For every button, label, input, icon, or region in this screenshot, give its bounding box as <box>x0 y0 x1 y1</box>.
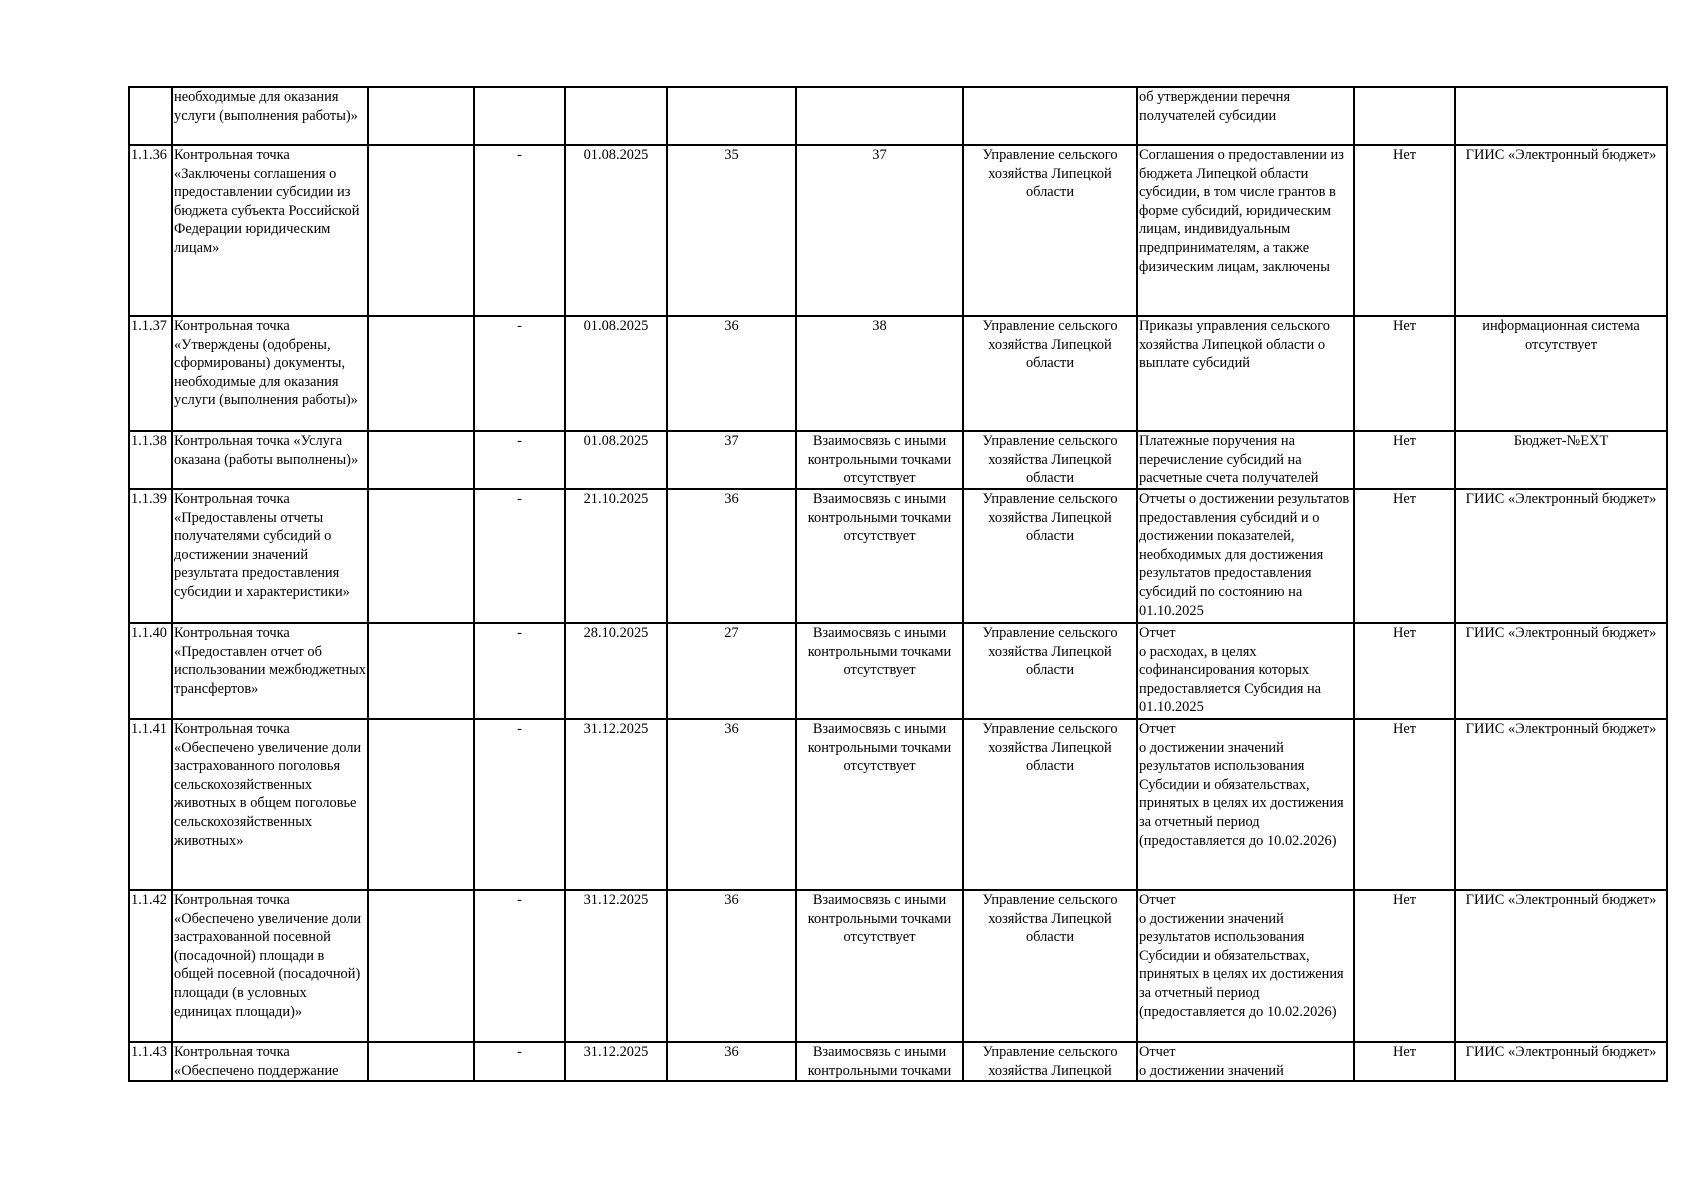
empty-cell <box>368 623 474 719</box>
table-row <box>129 489 1667 623</box>
responsible-cell: Управление сельского хозяйства Липецкой области <box>963 431 1137 489</box>
link-cell: Взаимосвязь с иными контрольными точками отсутствует <box>796 431 963 489</box>
table-row <box>129 431 1667 489</box>
empty-cell <box>368 87 474 145</box>
days-cell: 35 <box>667 145 796 316</box>
flag-cell <box>1354 87 1455 145</box>
date-cell: 31.12.2025 <box>565 1042 667 1081</box>
table-row <box>129 316 1667 431</box>
link-cell: Взаимосвязь с иными контрольными точками <box>796 1042 963 1081</box>
link-cell <box>796 87 963 145</box>
empty-cell <box>368 890 474 1042</box>
date-cell: 21.10.2025 <box>565 489 667 623</box>
flag-cell: Нет <box>1354 431 1455 489</box>
control-point-name: Контрольная точка «Утверждены (одобрены, сформированы) документы, необходимые для оказания услуги (выполнения работы)» <box>172 316 368 431</box>
flag-cell: Нет <box>1354 890 1455 1042</box>
date-cell: 01.08.2025 <box>565 145 667 316</box>
flag-cell: Нет <box>1354 489 1455 623</box>
row-number: 1.1.38 <box>129 431 172 489</box>
dash-cell: - <box>474 316 565 431</box>
dash-cell: - <box>474 890 565 1042</box>
row-number <box>129 87 172 145</box>
row-number: 1.1.40 <box>129 623 172 719</box>
responsible-cell: Управление сельского хозяйства Липецкой области <box>963 145 1137 316</box>
days-cell: 36 <box>667 719 796 890</box>
empty-cell <box>368 316 474 431</box>
table-row <box>129 145 1667 316</box>
document-cell: Отчет о расходах, в целях софинансирования которых предоставляется Субсидия на 01.10.2025 <box>1137 623 1354 719</box>
empty-cell <box>368 1042 474 1081</box>
control-point-name: Контрольная точка «Обеспечено увеличение доли застрахованной посевной (посадочной) площади в общей посевной (посадочной) площади (в условных единицах площади)» <box>172 890 368 1042</box>
dash-cell: - <box>474 145 565 316</box>
date-cell: 31.12.2025 <box>565 719 667 890</box>
dash-cell: - <box>474 623 565 719</box>
days-cell <box>667 87 796 145</box>
system-cell <box>1455 87 1667 145</box>
responsible-cell: Управление сельского хозяйства Липецкой области <box>963 890 1137 1042</box>
row-number: 1.1.37 <box>129 316 172 431</box>
responsible-cell: Управление сельского хозяйства Липецкой области <box>963 623 1137 719</box>
days-cell: 36 <box>667 489 796 623</box>
document-cell: Отчеты о достижении результатов предоставления субсидий и о достижении показателей, необходимых для достижения результатов предоставления субсидий по состоянию на 01.10.2025 <box>1137 489 1354 623</box>
date-cell <box>565 87 667 145</box>
link-cell: Взаимосвязь с иными контрольными точками отсутствует <box>796 623 963 719</box>
dash-cell: - <box>474 489 565 623</box>
system-cell: информационная система отсутствует <box>1455 316 1667 431</box>
responsible-cell <box>963 87 1137 145</box>
date-cell: 31.12.2025 <box>565 890 667 1042</box>
document-cell: Отчет о достижении значений результатов использования Субсидии и обязательствах, принятых в целях их достижения за отчетный период (предоставляется до 10.02.2026) <box>1137 890 1354 1042</box>
responsible-cell: Управление сельского хозяйства Липецкой области <box>963 316 1137 431</box>
system-cell: ГИИС «Электронный бюджет» <box>1455 489 1667 623</box>
dash-cell: - <box>474 1042 565 1081</box>
days-cell: 36 <box>667 890 796 1042</box>
document-cell: Платежные поручения на перечисление субсидий на расчетные счета получателей <box>1137 431 1354 489</box>
control-point-name: Контрольная точка «Услуга оказана (работы выполнены)» <box>172 431 368 489</box>
dash-cell: - <box>474 431 565 489</box>
responsible-cell: Управление сельского хозяйства Липецкой <box>963 1042 1137 1081</box>
flag-cell: Нет <box>1354 623 1455 719</box>
link-cell: Взаимосвязь с иными контрольными точками отсутствует <box>796 890 963 1042</box>
system-cell: Бюджет-№EXT <box>1455 431 1667 489</box>
days-cell: 36 <box>667 1042 796 1081</box>
dash-cell <box>474 87 565 145</box>
table-row <box>129 1042 1667 1081</box>
system-cell: ГИИС «Электронный бюджет» <box>1455 1042 1667 1081</box>
link-cell: 37 <box>796 145 963 316</box>
responsible-cell: Управление сельского хозяйства Липецкой области <box>963 719 1137 890</box>
responsible-cell: Управление сельского хозяйства Липецкой области <box>963 489 1137 623</box>
table-row <box>129 87 1667 145</box>
link-cell: Взаимосвязь с иными контрольными точками отсутствует <box>796 489 963 623</box>
row-number: 1.1.42 <box>129 890 172 1042</box>
document-cell: Приказы управления сельского хозяйства Липецкой области о выплате субсидий <box>1137 316 1354 431</box>
flag-cell: Нет <box>1354 719 1455 890</box>
table-row <box>129 890 1667 1042</box>
days-cell: 36 <box>667 316 796 431</box>
control-points-table <box>128 86 1668 1082</box>
system-cell: ГИИС «Электронный бюджет» <box>1455 890 1667 1042</box>
date-cell: 01.08.2025 <box>565 316 667 431</box>
flag-cell: Нет <box>1354 1042 1455 1081</box>
empty-cell <box>368 431 474 489</box>
row-number: 1.1.39 <box>129 489 172 623</box>
document-cell: Соглашения о предоставлении из бюджета Липецкой области субсидии, в том числе грантов в форме субсидий, юридическим лицам, индивидуальным предпринимателям, а также физическим лицам, заключены <box>1137 145 1354 316</box>
control-point-name: необходимые для оказания услуги (выполнения работы)» <box>172 87 368 145</box>
date-cell: 01.08.2025 <box>565 431 667 489</box>
empty-cell <box>368 489 474 623</box>
row-number: 1.1.43 <box>129 1042 172 1081</box>
row-number: 1.1.41 <box>129 719 172 890</box>
table-row <box>129 623 1667 719</box>
empty-cell <box>368 145 474 316</box>
flag-cell: Нет <box>1354 145 1455 316</box>
system-cell: ГИИС «Электронный бюджет» <box>1455 719 1667 890</box>
system-cell: ГИИС «Электронный бюджет» <box>1455 145 1667 316</box>
days-cell: 27 <box>667 623 796 719</box>
table-row <box>129 719 1667 890</box>
flag-cell: Нет <box>1354 316 1455 431</box>
row-number: 1.1.36 <box>129 145 172 316</box>
dash-cell: - <box>474 719 565 890</box>
control-point-name: Контрольная точка «Предоставлены отчеты получателями субсидий о достижении значений результата предоставления субсидии и характеристики» <box>172 489 368 623</box>
control-point-name: Контрольная точка «Обеспечено увеличение доли застрахованного поголовья сельскохозяйственных животных в общем поголовье сельскохозяйственных животных» <box>172 719 368 890</box>
system-cell: ГИИС «Электронный бюджет» <box>1455 623 1667 719</box>
document-cell: Отчет о достижении значений <box>1137 1042 1354 1081</box>
document-cell: об утверждении перечня получателей субсидии <box>1137 87 1354 145</box>
link-cell: 38 <box>796 316 963 431</box>
days-cell: 37 <box>667 431 796 489</box>
document-cell: Отчет о достижении значений результатов использования Субсидии и обязательствах, принятых в целях их достижения за отчетный период (предоставляется до 10.02.2026) <box>1137 719 1354 890</box>
control-point-name: Контрольная точка «Обеспечено поддержание <box>172 1042 368 1081</box>
date-cell: 28.10.2025 <box>565 623 667 719</box>
link-cell: Взаимосвязь с иными контрольными точками отсутствует <box>796 719 963 890</box>
empty-cell <box>368 719 474 890</box>
control-point-name: Контрольная точка «Предоставлен отчет об использовании межбюджетных трансфертов» <box>172 623 368 719</box>
control-point-name: Контрольная точка «Заключены соглашения о предоставлении субсидии из бюджета субъекта Российской Федерации юридическим лицам» <box>172 145 368 316</box>
